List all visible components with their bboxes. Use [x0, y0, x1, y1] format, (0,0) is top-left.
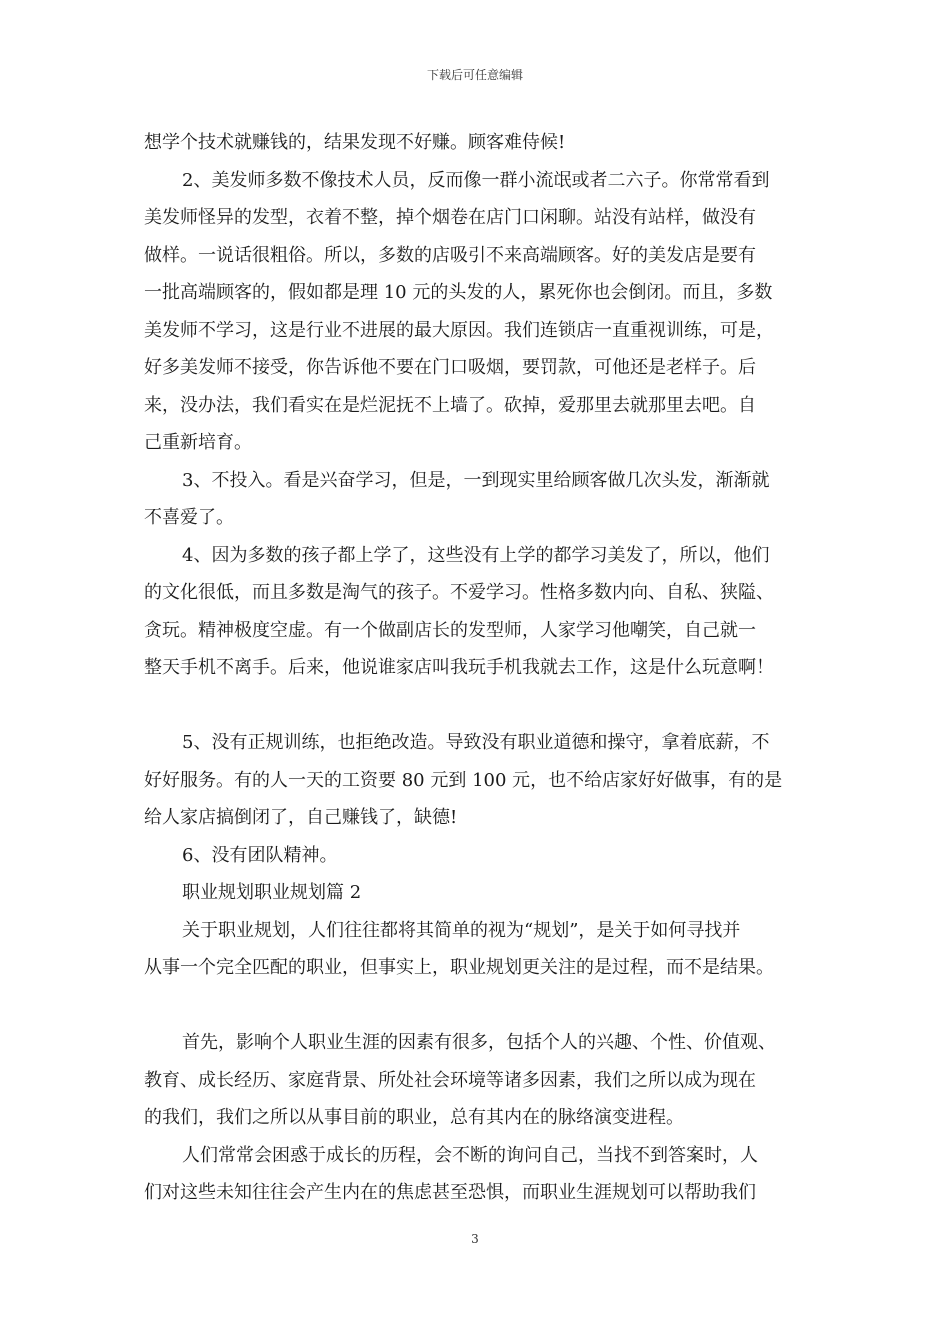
- text-line: 3、不投入。看是兴奋学习，但是，一到现实里给顾客做几次头发，渐渐就: [182, 469, 770, 491]
- text-line: 来，没办法，我们看实在是烂泥抚不上墙了。砍掉，爱那里去就那里去吧。自: [144, 394, 756, 416]
- text-line: 美发师怪异的发型，衣着不整，掉个烟卷在店门口闲聊。站没有站样，做没有: [144, 207, 756, 228]
- text-line: 好多美发师不接受，你告诉他不要在门口吸烟，要罚款，可他还是老样子。后: [144, 357, 756, 378]
- text-line: 4、因为多数的孩子都上学了，这些没有上学的都学习美发了，所以，他们: [182, 544, 770, 566]
- text-line: 美发师不学习，这是行业不进展的最大原因。我们连锁店一直重视训练，可是，: [144, 319, 774, 341]
- text-line: 2、美发师多数不像技术人员，反而像一群小流氓或者二六子。你常常看到: [182, 169, 770, 191]
- text-line: 首先，影响个人职业生涯的因素有很多，包括个人的兴趣、个性、价值观、: [182, 1032, 776, 1053]
- text-line: 不喜爱了。: [144, 507, 234, 528]
- text-line: 们对这些未知往往会产生内在的焦虑甚至恐惧，而职业生涯规划可以帮助我们: [144, 1182, 756, 1203]
- text-line: 人们常常会困惑于成长的历程，会不断的询问自己，当找不到答案时，人: [182, 1144, 758, 1166]
- text-line: 整天手机不离手。后来，他说谁家店叫我玩手机我就去工作，这是什么玩意啊！: [144, 657, 774, 678]
- text-line: 教育、成长经历、家庭背景、所处社会环境等诸多因素，我们之所以成为现在: [144, 1069, 756, 1091]
- section-heading: 职业规划职业规划篇 2: [182, 882, 362, 903]
- text-line: 关于职业规划，人们往往都将其简单的视为“规划”，是关于如何寻找并: [182, 919, 741, 941]
- text-line: 给人家店搞倒闭了，自己赚钱了，缺德!: [144, 807, 458, 828]
- text-line: 好好服务。有的人一天的工资要 80 元到 100 元，也不给店家好好做事，有的是: [144, 769, 783, 791]
- page-header: 下载后可任意编辑: [426, 68, 523, 82]
- paragraph-gap: [144, 987, 814, 1025]
- document-body: [144, 124, 814, 1212]
- text-line: 想学个技术就赚钱的，结果发现不好赚。顾客难侍候!: [144, 132, 566, 153]
- text-line: 从事一个完全匹配的职业，但事实上，职业规划更关注的是过程，而不是结果。: [144, 957, 774, 978]
- page-number: 3: [471, 1232, 479, 1246]
- text-line: 一批高端顾客的，假如都是理 10 元的头发的人，累死你也会倒闭。而且，多数: [144, 282, 773, 303]
- text-line: 贪玩。精神极度空虚。有一个做副店长的发型师，人家学习他嘲笑，自己就一: [144, 619, 756, 641]
- text-line: 的文化很低，而且多数是淘气的孩子。不爱学习。性格多数内向、自私、狭隘、: [144, 582, 774, 603]
- text-line: 6、没有团队精神。: [182, 844, 338, 866]
- paragraph-gap: [144, 687, 814, 725]
- text-line: 5、没有正规训练，也拒绝改造。导致没有职业道德和操守，拿着底薪，不: [182, 732, 770, 753]
- text-line: 的我们，我们之所以从事目前的职业，总有其内在的脉络演变进程。: [144, 1107, 684, 1128]
- text-line: 己重新培育。: [144, 432, 252, 453]
- text-line: 做样。一说话很粗俗。所以，多数的店吸引不来高端顾客。好的美发店是要有: [144, 244, 756, 266]
